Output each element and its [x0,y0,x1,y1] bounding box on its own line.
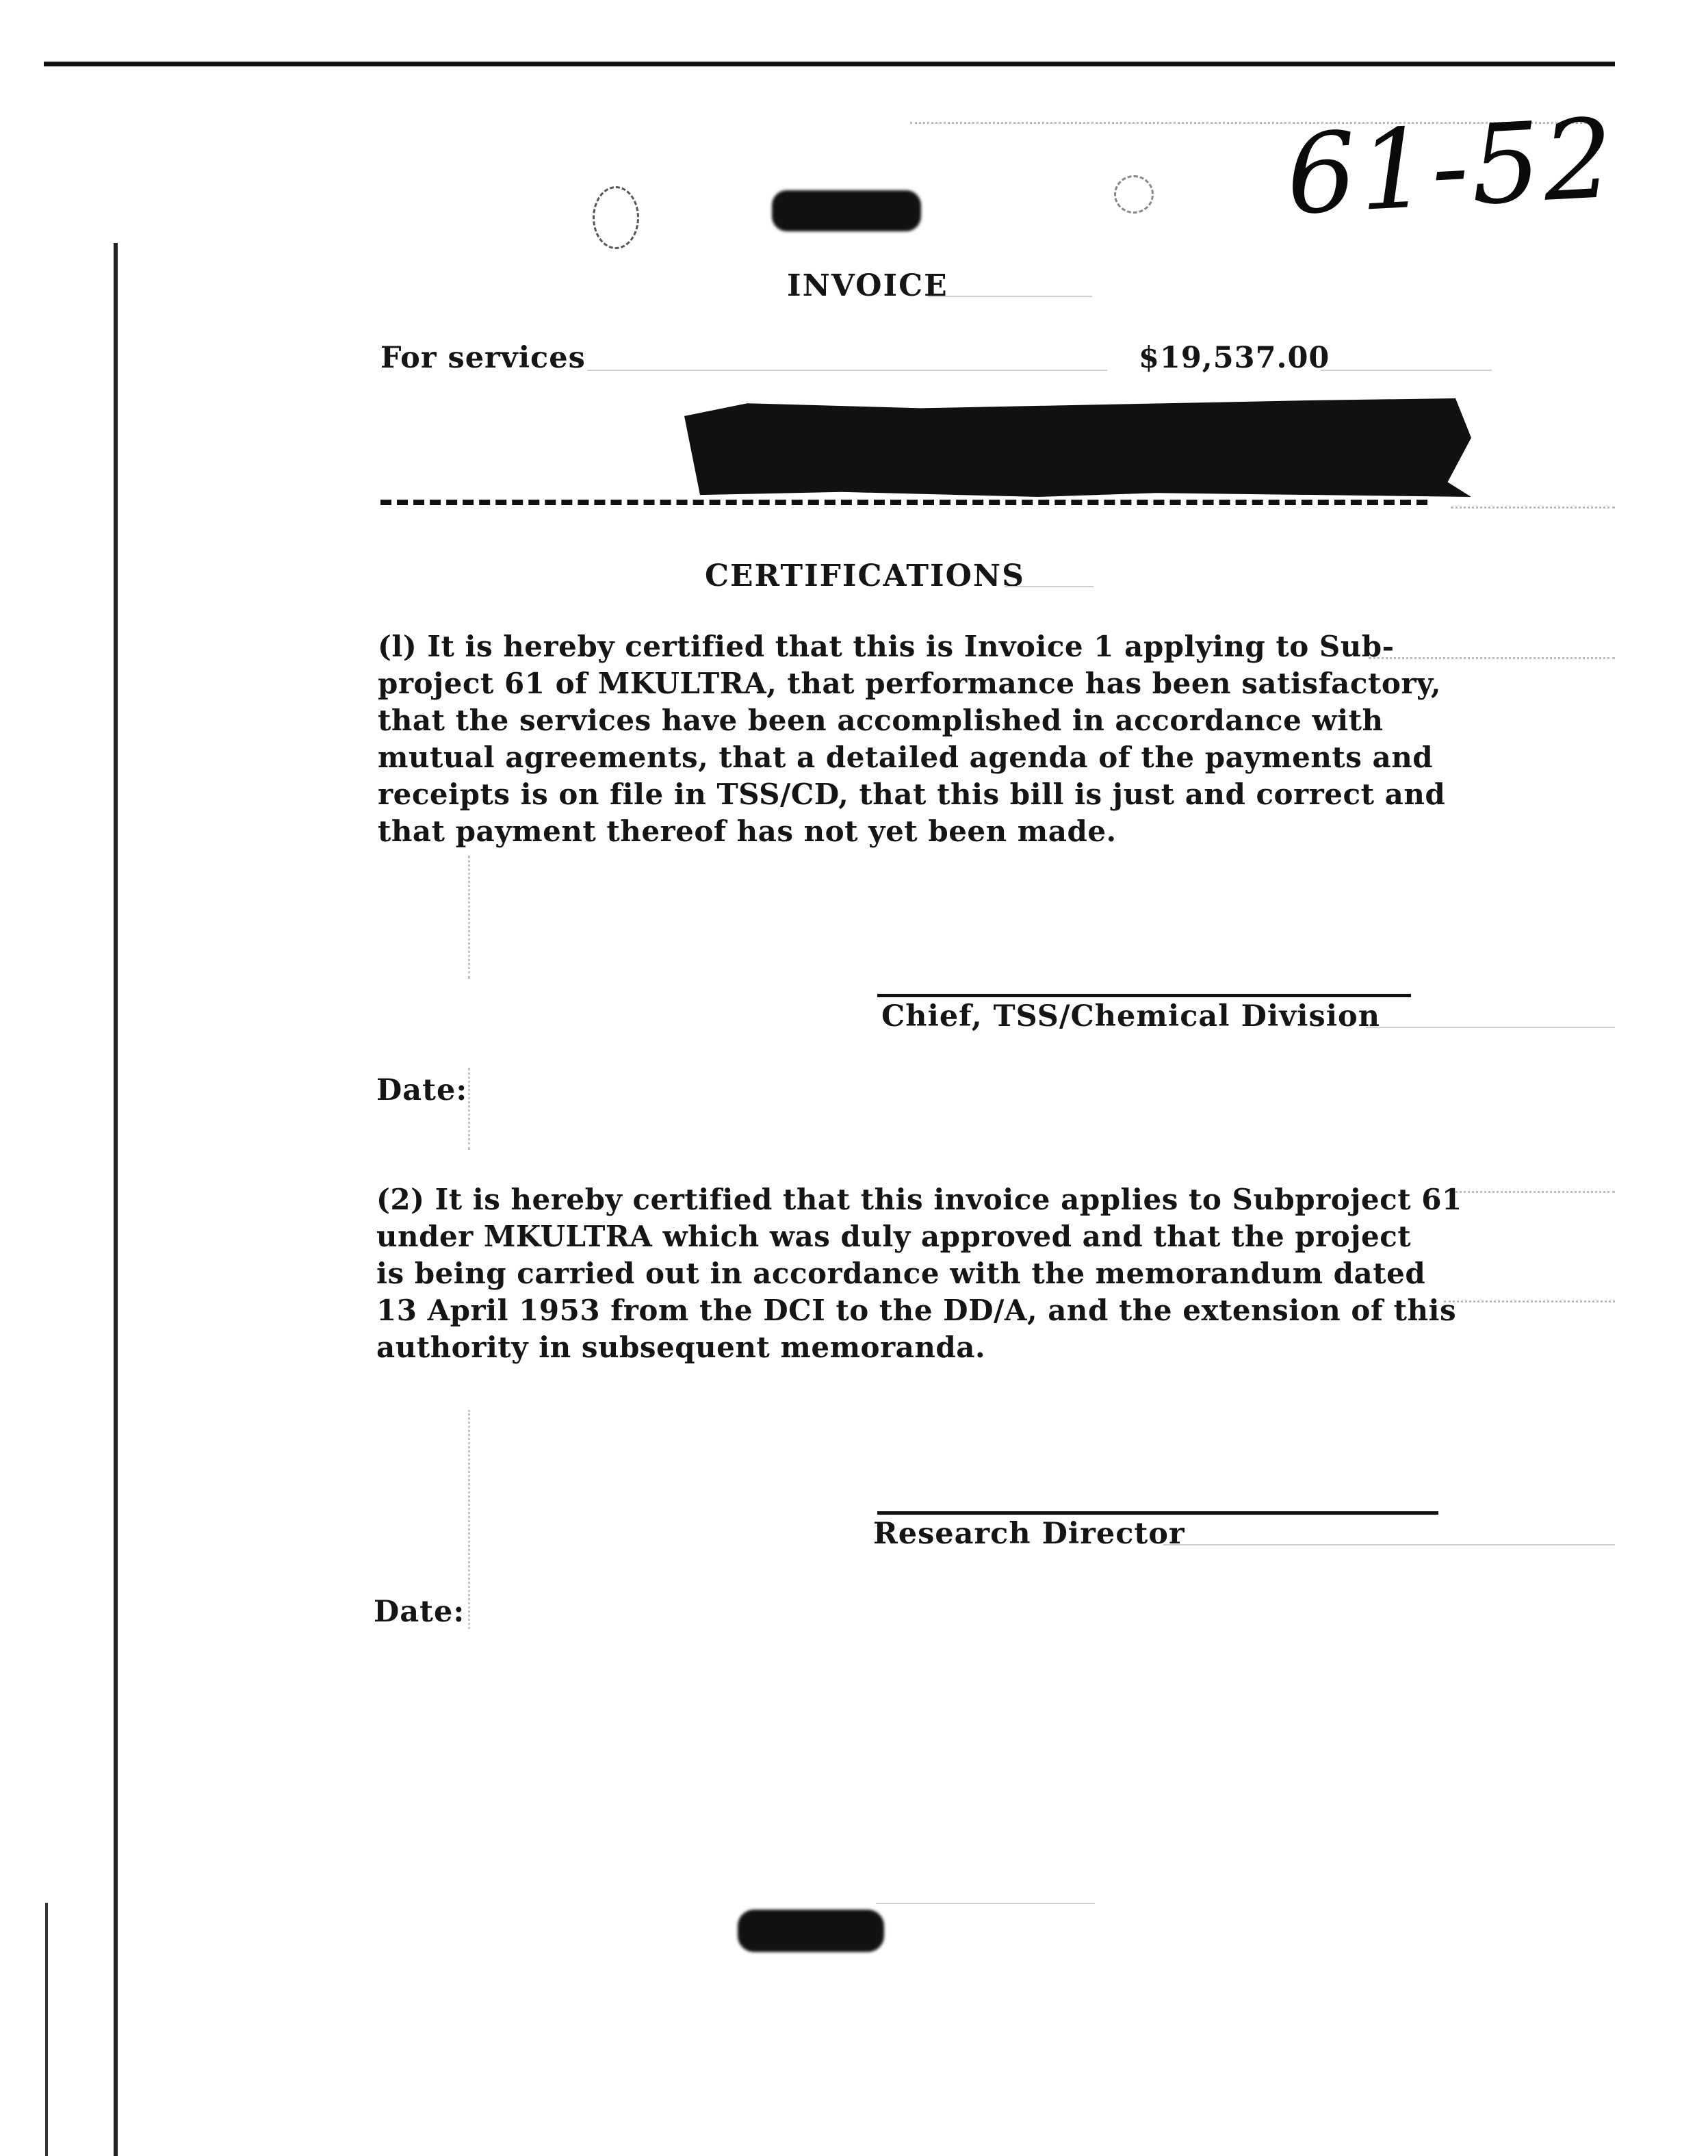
handwritten-number: 61-52 [1283,94,1619,240]
certification-1-line: mutual agreements, that a detailed agenda of the payments and [378,741,1434,774]
certification-2-line: 13 April 1953 from the DCI to the DD/A, and the extension of this [376,1294,1457,1327]
certification-2-line: is being carried out in accordance with the memorandum dated [376,1257,1426,1290]
certification-1-line: (l) It is hereby certified that this is Invoice 1 applying to Sub- [378,630,1395,663]
certification-1-line: that the services have been accomplished in accordance with [378,704,1384,737]
dashed-separator [380,500,1427,505]
left-margin-line [114,243,118,2156]
certification-2-line: under MKULTRA which was duly approved and that the project [376,1220,1412,1253]
certification-2-paragraph [376,1181,1462,1366]
certifications-heading: CERTIFICATIONS [705,559,1025,593]
date-1-label: Date: [376,1073,468,1107]
certification-1-line: project 61 of MKULTRA, that performance has been satisfactory, [378,667,1441,700]
redacted-classification-bottom [738,1910,884,1952]
certification-1-paragraph [378,628,1445,850]
invoice-title: INVOICE [787,268,948,303]
scan-artifact-line [468,1410,471,1629]
leader-line [1366,1027,1615,1028]
punch-hole-mark [1114,175,1154,214]
certification-1-line: that payment thereof has not yet been made. [378,814,1117,848]
punch-hole-mark [593,186,639,249]
scan-artifact-line [876,1903,1095,1904]
certification-1-line: receipts is on file in TSS/CD, that this bill is just and correct and [378,778,1446,811]
scan-artifact-line [1444,1300,1615,1302]
top-border-line [44,62,1615,66]
scan-artifact-line [1451,506,1615,509]
leader-line [1163,1544,1615,1545]
scan-artifact-line [468,1068,471,1150]
date-2-label: Date: [374,1595,465,1629]
for-services-label: For services [380,341,586,375]
leader-line [1321,370,1492,371]
signature-line-1 [877,994,1411,997]
scan-artifact-line [468,856,471,979]
heading-underline [1005,586,1094,587]
title-underline [928,296,1092,297]
redaction-block [684,398,1471,497]
certification-2-line: authority in subsequent memoranda. [376,1331,986,1364]
invoice-amount: $19,537.00 [1139,341,1330,375]
leader-line [587,370,1107,371]
signer-2-title: Research Director [873,1517,1185,1551]
scan-artifact-line [1451,1191,1615,1193]
signer-1-title: Chief, TSS/Chemical Division [881,999,1380,1034]
redacted-classification-top [772,190,921,231]
left-margin-line-lower [45,1903,48,2156]
signature-line-2 [877,1511,1438,1515]
certification-2-line: (2) It is hereby certified that this invoice applies to Subproject 61 [376,1183,1462,1216]
